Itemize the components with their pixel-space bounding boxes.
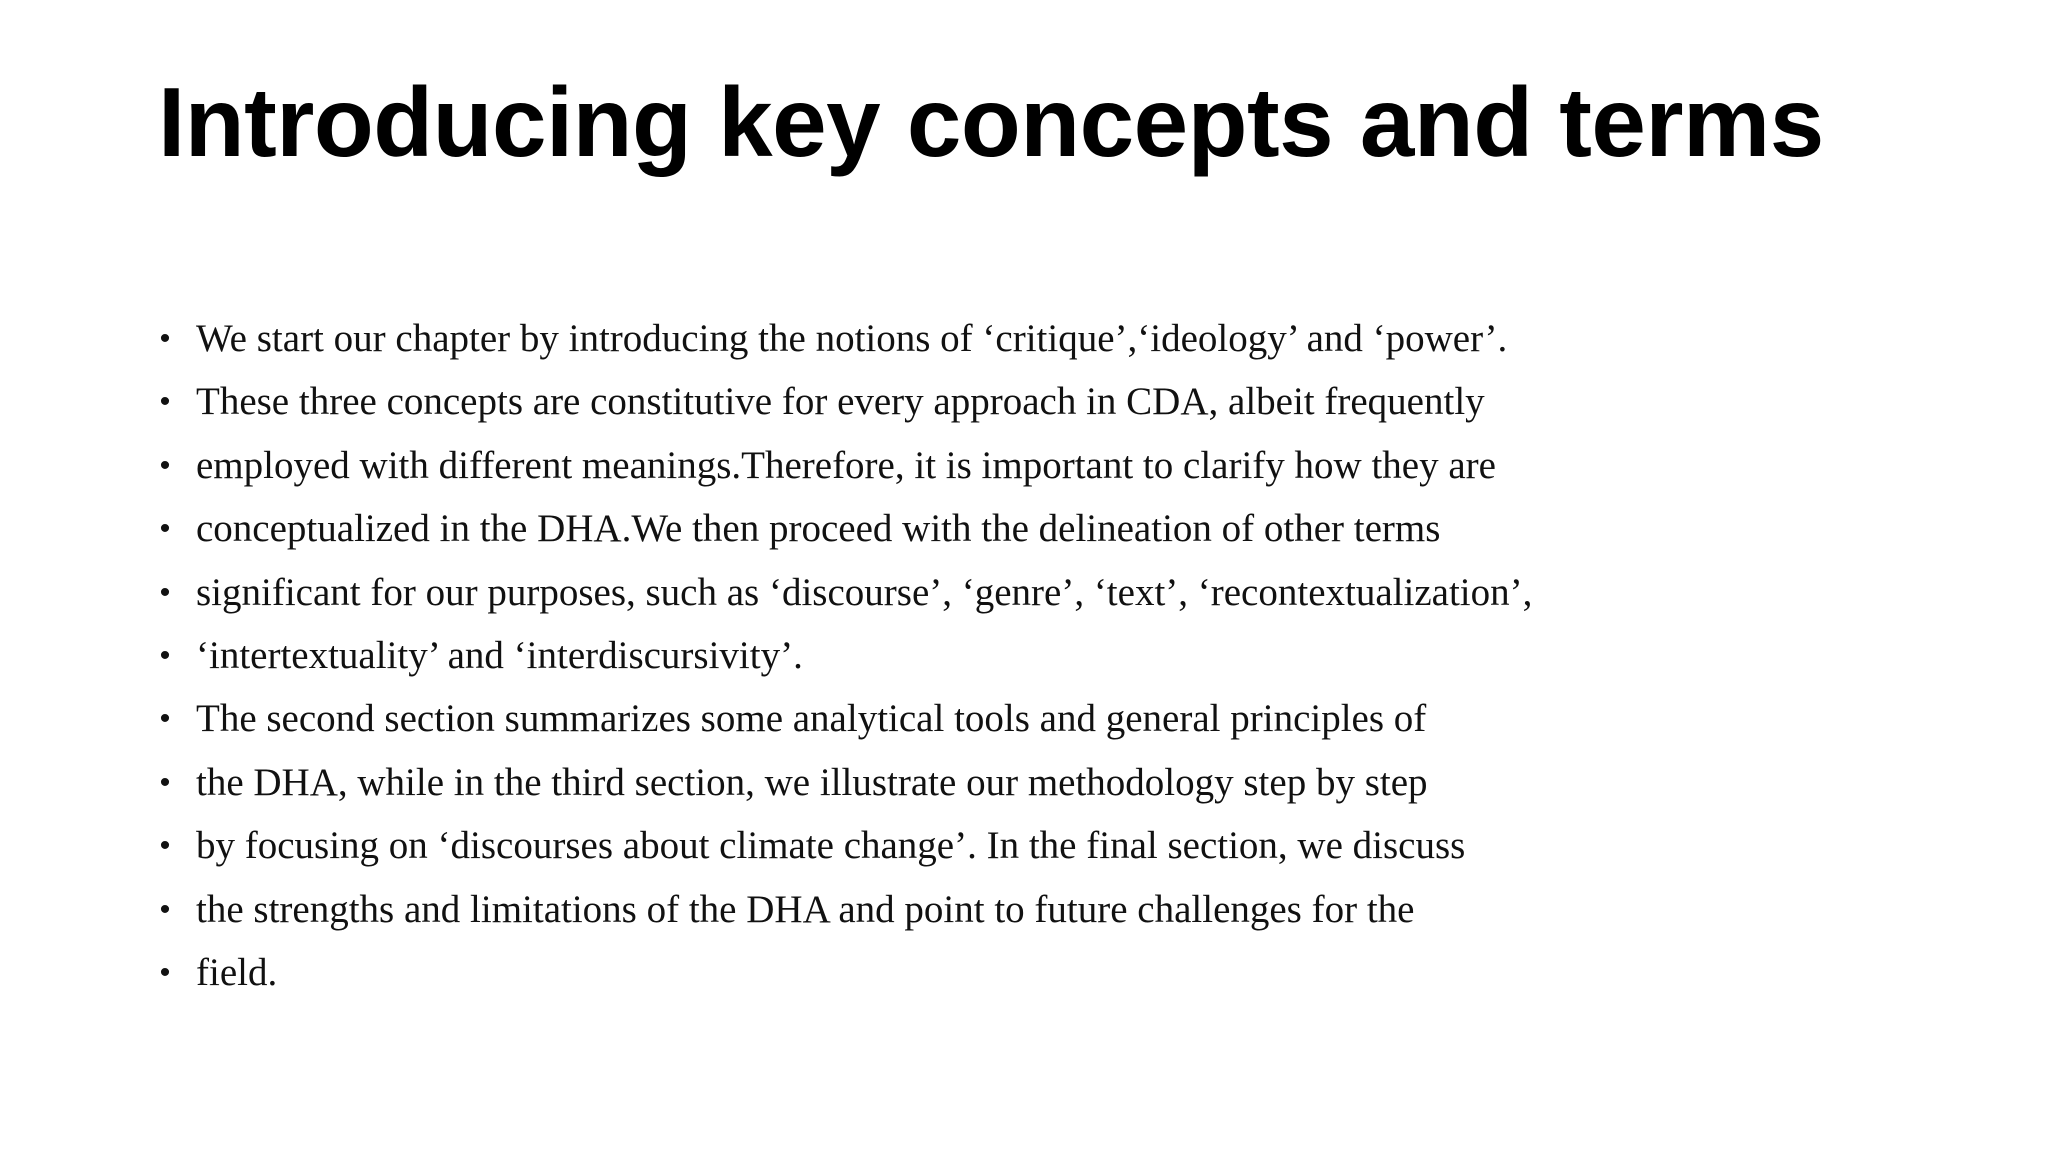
bullet-text: ‘intertextuality’ and ‘interdiscursivity’. — [196, 633, 803, 677]
bullet-text: The second section summarizes some analytical tools and general principles of — [196, 697, 1427, 741]
bullet-list — [158, 307, 1918, 1004]
bullet-item — [158, 434, 1918, 497]
bullet-icon: • — [159, 575, 171, 609]
bullet-item — [158, 751, 1918, 814]
bullet-item — [158, 561, 1918, 624]
bullet-icon: • — [159, 765, 171, 799]
bullet-icon: • — [159, 638, 171, 672]
bullet-item — [158, 814, 1918, 877]
bullet-text: by focusing on ‘discourses about climate change’. In the final section, we discuss — [196, 824, 1466, 868]
bullet-item — [158, 624, 1918, 687]
bullet-text: These three concepts are constitutive for every approach in CDA, albeit frequently — [196, 380, 1485, 424]
bullet-icon: • — [159, 322, 171, 355]
bullet-item — [158, 307, 1918, 370]
bullet-item — [158, 370, 1918, 433]
bullet-icon: • — [159, 385, 171, 419]
bullet-text: the DHA, while in the third section, we illustrate our methodology step by step — [196, 760, 1428, 804]
bullet-text: the strengths and limitations of the DHA and point to future challenges for the — [196, 887, 1415, 931]
bullet-text: significant for our purposes, such as ‘discourse’, ‘genre’, ‘text’, ‘recontextualization’, — [196, 570, 1533, 614]
bullet-item — [158, 687, 1918, 750]
bullet-text: We start our chapter by introducing the notions of ‘critique’,‘ideology’ and ‘power’. — [196, 317, 1508, 360]
bullet-icon: • — [159, 955, 171, 989]
bullet-icon: • — [159, 448, 171, 482]
bullet-text: employed with different meanings.Therefore, it is important to clarify how they are — [196, 443, 1496, 487]
bullet-item — [158, 497, 1918, 560]
bullet-text: field. — [196, 950, 278, 994]
bullet-icon: • — [159, 702, 171, 736]
bullet-icon: • — [159, 829, 171, 863]
bullet-item — [158, 941, 1918, 1004]
slide-title: Introducing key concepts and terms — [158, 67, 1824, 177]
bullet-icon: • — [159, 512, 171, 546]
bullet-icon: • — [159, 892, 171, 926]
bullet-text: conceptualized in the DHA.We then proceed with the delineation of other terms — [196, 507, 1441, 551]
bullet-item — [158, 878, 1918, 941]
